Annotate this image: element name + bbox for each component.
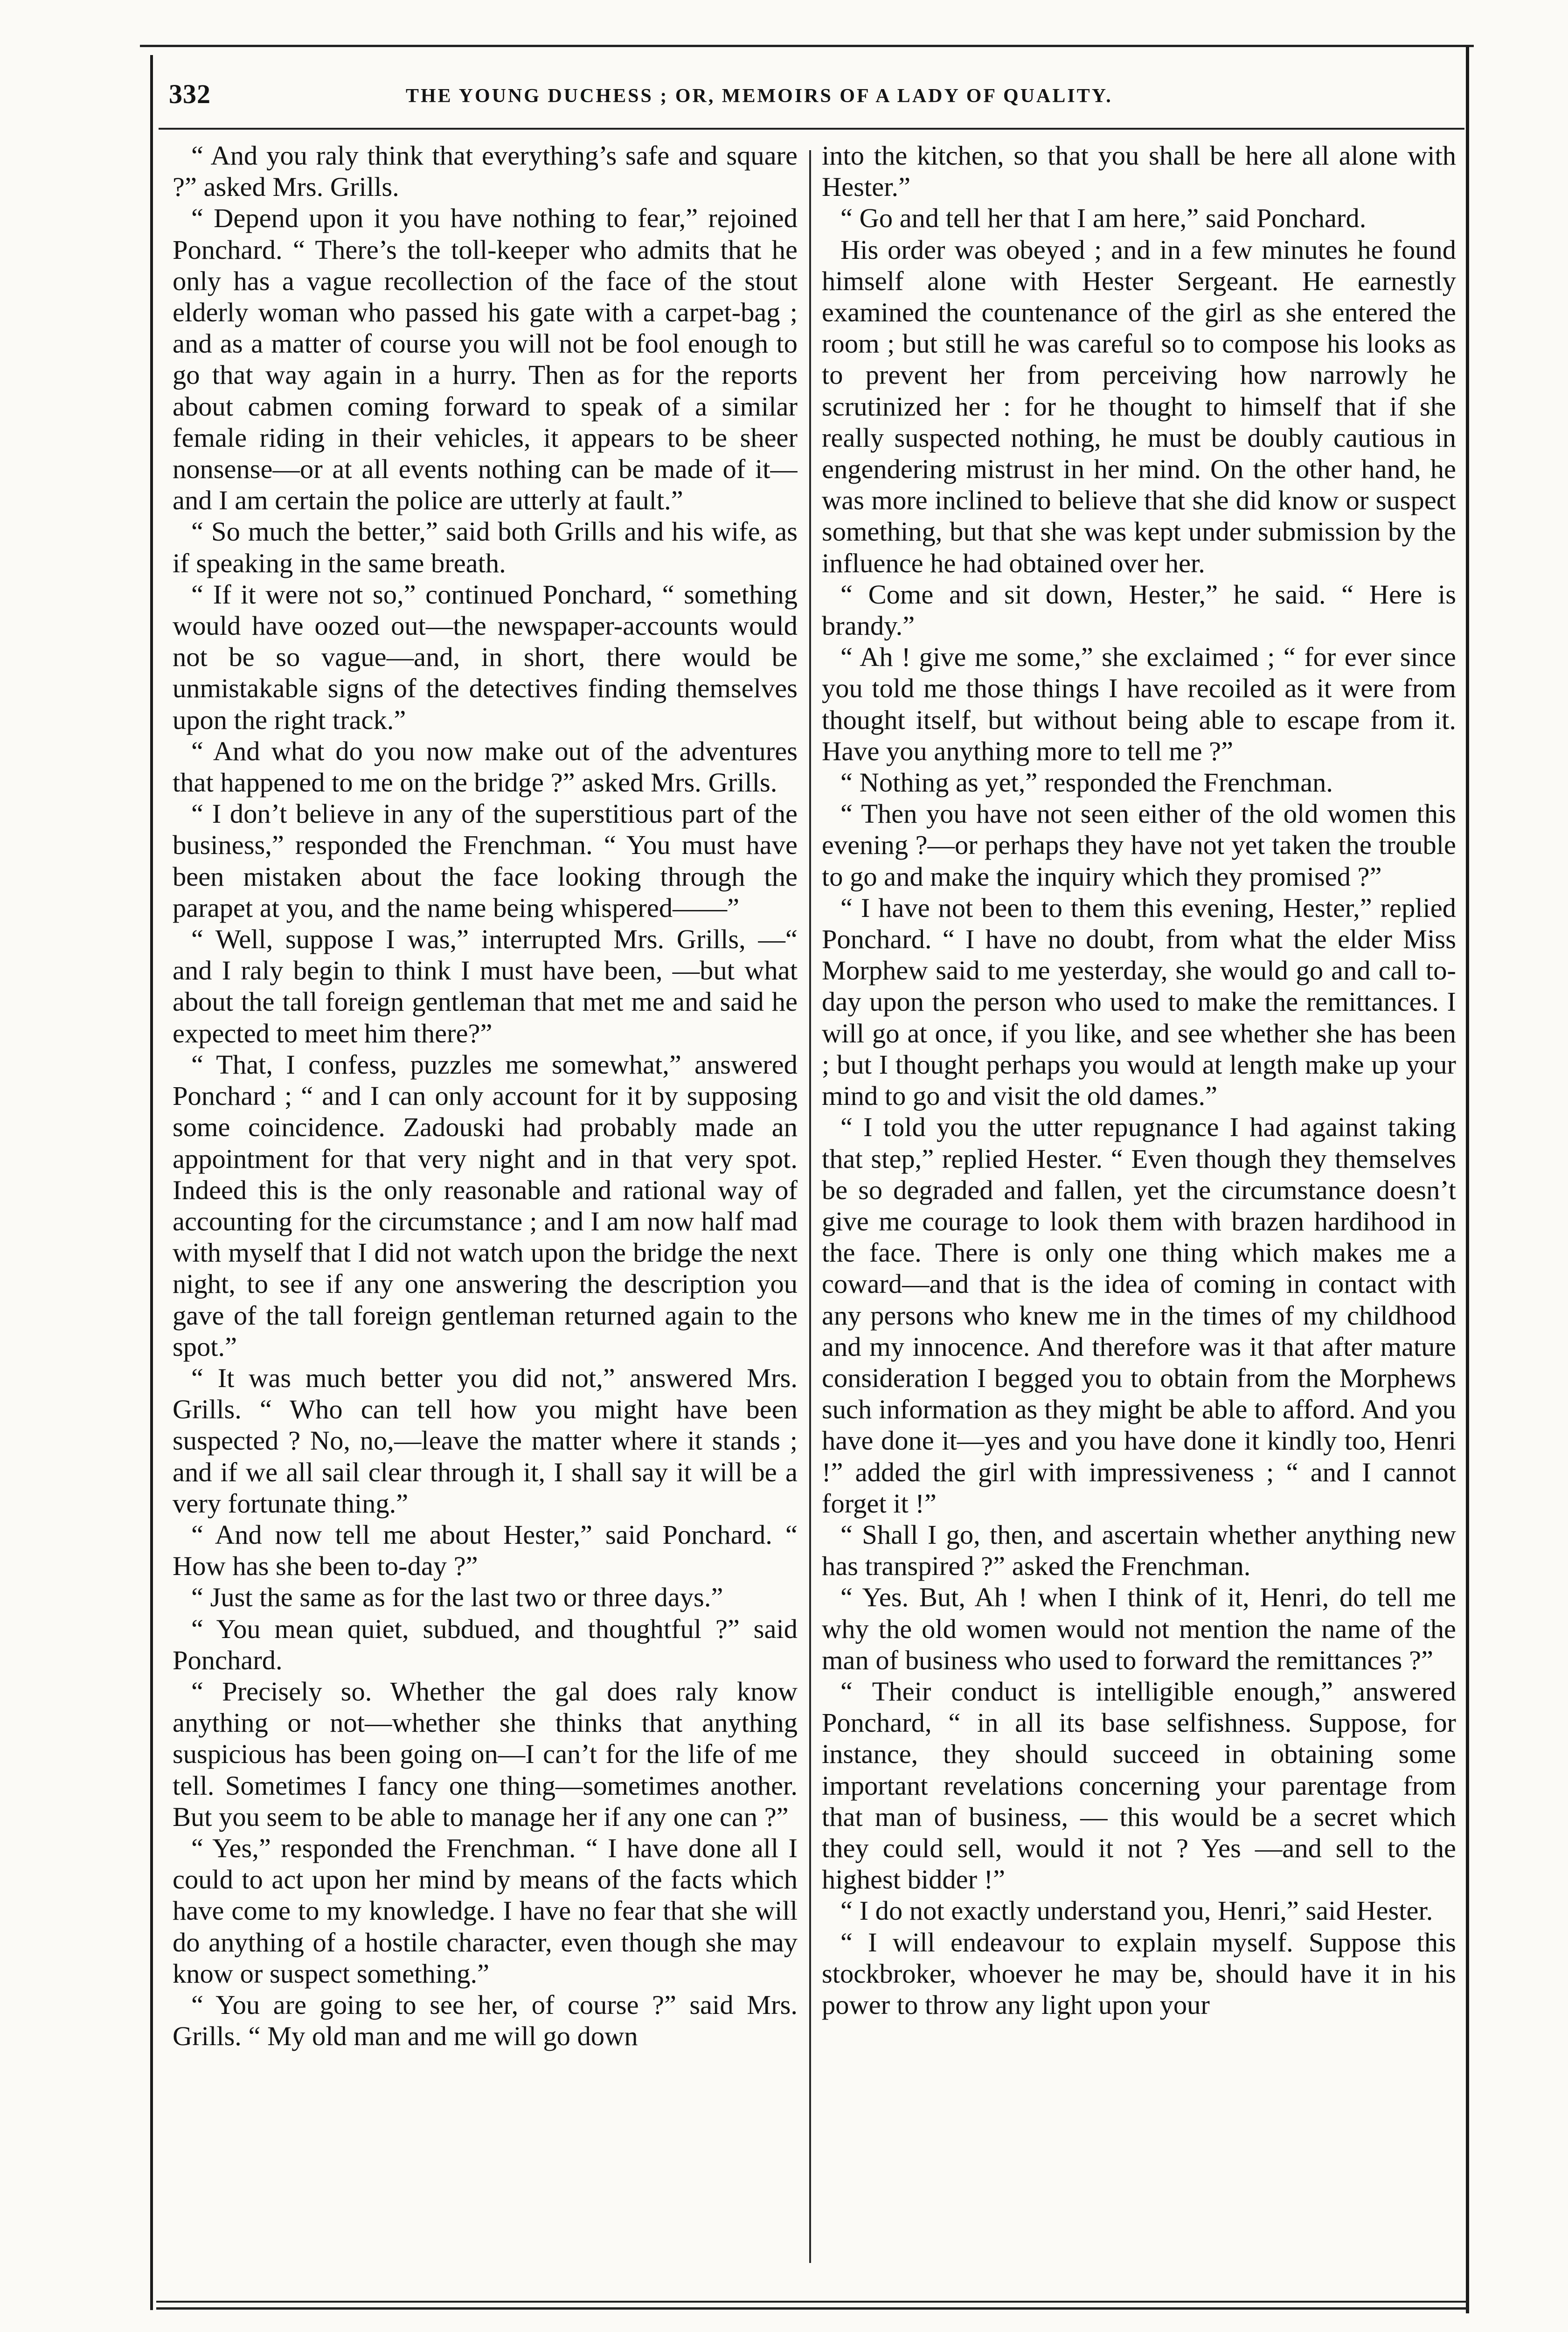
right-column [822,140,1456,2285]
paragraph: “ Just the same as for the last two or three days.” [191,1582,723,1613]
paragraph: “ And now tell me about Hester,” said Ponchard. “ How has she been to-day ?” [173,1519,798,1582]
footer-rule-double [156,2307,1468,2310]
paragraph: “ Ah ! give me some,” she exclaimed ; “ for ever since you told me those things I have recoiled as it were from thought itself, but without being able to escape from it. Have you anything more to tell me ?” [822,642,1456,766]
footer-rule [156,2301,1468,2303]
paragraph: “ I do not exactly understand you, Henri,” said Hester. [840,1895,1433,1926]
left-border-rule [150,55,153,2310]
paragraph: “ Well, suppose I was,” interrupted Mrs. Grills, —“ and I raly begin to think I must have been, —but what about the tall foreign gentleman that met me and said he expected to meet him there?” [173,924,798,1048]
paragraph: “ Yes,” responded the Frenchman. “ I have done all I could to act upon her mind by means of the facts which have come to my knowledge. I have no fear that she will do anything of a hostile character, even though she may know or suspect something.” [173,1832,798,1989]
paragraph: “ I don’t believe in any of the superstitious part of the business,” responded the Frenchman. “ You must have been mistaken about the face looking through the parapet at you, and the name being whispered——” [173,798,798,923]
header-rule [159,128,1464,130]
paragraph: “ Their conduct is intelligible enough,” answered Ponchard, “ in all its base selfishness. Suppose, for instance, they should succeed in obtaining some important revelations concerning your parentage from that man of business, — this would be a secret which they could sell, would it not ? Yes —and sell to the highest bidder !” [822,1676,1456,1895]
paragraph: “ You mean quiet, subdued, and thoughtful ?” said Ponchard. [173,1613,798,1675]
column-divider [809,150,811,2263]
paragraph: “ I told you the utter repugnance I had against taking that step,” replied Hester. “ Even though they themselves be so degraded and fallen, yet the circumstance doesn’t give me courage to look them with brazen hardihood in the face. There is only one thing which makes me a coward—and that is the idea of coming in contact with any persons who knew me in the times of my childhood and my innocence. And therefore was it that after mature consideration I begged you to obtain from the Morphews such information as they might be able to afford. And you have done it—yes and you have done it kindly too, Henri !” added the girl with impressiveness ; “ and I cannot forget it !” [822,1112,1456,1519]
paragraph: into the kitchen, so that you shall be here all alone with Hester.” [822,140,1456,202]
paragraph: “ Shall I go, then, and ascertain whether anything new has transpired ?” asked the Frenchman. [822,1519,1456,1582]
running-title: THE YOUNG DUCHESS ; OR, MEMOIRS OF A LADY OF QUALITY. [406,85,1113,107]
paragraph: “ You are going to see her, of course ?” said Mrs. Grills. “ My old man and me will go down [173,1989,798,2052]
paragraph: “ Depend upon it you have nothing to fear,” rejoined Ponchard. “ There’s the toll-keeper who admits that he only has a vague recollection of the face of the stout elderly woman who passed his gate with a carpet-bag ; and as a matter of course you will not be fool enough to go that way again in a hurry. Then as for the reports about cabmen coming forward to speak of a similar female riding in their vehicles, it appears to be sheer nonsense—or at all events nothing can be made of it—and I am certain the police are utterly at fault.” [173,203,798,516]
left-column [173,140,798,2285]
paragraph: “ Nothing as yet,” responded the Frenchman. [840,767,1333,798]
paragraph: “ Come and sit down, Hester,” he said. “ Here is brandy.” [822,579,1456,641]
paragraph: “ I have not been to them this evening, Hester,” replied Ponchard. “ I have no doubt, from what the elder Miss Morphew said to me yesterday, she would go and call to-day upon the person who used to make the remittances. I will go at once, if you like, and see whether she has been ; but I thought perhaps you would at length make up your mind to go and visit the old dames.” [822,892,1456,1111]
paragraph: His order was obeyed ; and in a few minutes he found himself alone with Hester Sergeant. He earnestly examined the countenance of the girl as she entered the room ; but still he was careful so to compose his looks as to prevent her from perceiving how narrowly he scrutinized her : for he thought to himself that if she really suspected nothing, he must be doubly cautious in engendering mistrust in her mind. On the other hand, he was more inclined to believe that she did know or suspect something, but that she was kept under submission by the influence he had obtained over her. [822,234,1456,578]
paragraph: “ That, I confess, puzzles me somewhat,” answered Ponchard ; “ and I can only account for it by supposing some coincidence. Zadouski had probably made an appointment for that very night and in that very spot. Indeed this is the only reasonable and rational way of accounting for the circumstance ; and I am now half mad with myself that I did not watch upon the bridge the next night, to see if any one answering the description you gave of the tall foreign gentleman returned again to the spot.” [173,1049,798,1362]
paragraph: “ And what do you now make out of the adventures that happened to me on the bridge ?” asked Mrs. Grills. [173,736,798,798]
paragraph: “ Go and tell her that I am here,” said Ponchard. [840,203,1367,234]
paragraph: “ Precisely so. Whether the gal does raly know anything or not—whether she thinks that anything suspicious has been going on—I can’t for the life of me tell. Sometimes I fancy one thing—sometimes another. But you seem to be able to manage her if any one can ?” [173,1676,798,1832]
paragraph: “ If it were not so,” continued Ponchard, “ something would have oozed out—the newspaper-accounts would not be so vague—and, in short, there would be unmistakable signs of the detectives finding themselves upon the right track.” [173,579,798,735]
paragraph: “ I will endeavour to explain myself. Suppose this stockbroker, whoever he may be, should have it in his power to throw any light upon your [822,1927,1456,2020]
right-border-rule [1466,47,1469,2313]
paragraph: “ Then you have not seen either of the old women this evening ?—or perhaps they have not yet taken the trouble to go and make the inquiry which they promised ?” [822,798,1456,892]
paragraph: “ It was much better you did not,” answered Mrs. Grills. “ Who can tell how you might have been suspected ? No, no,—leave the matter where it stands ; and if we all sail clear through it, I shall say it will be a very fortunate thing.” [173,1362,798,1519]
paragraph: “ Yes. But, Ah ! when I think of it, Henri, do tell me why the old women would not mention the name of the man of business who used to forward the remittances ?” [822,1582,1456,1675]
paragraph: “ And you raly think that everything’s safe and square ?” asked Mrs. Grills. [173,140,798,202]
page-number: 332 [169,79,211,109]
top-border-rule [140,45,1474,47]
paragraph: “ So much the better,” said both Grills and his wife, as if speaking in the same breath. [173,516,798,578]
